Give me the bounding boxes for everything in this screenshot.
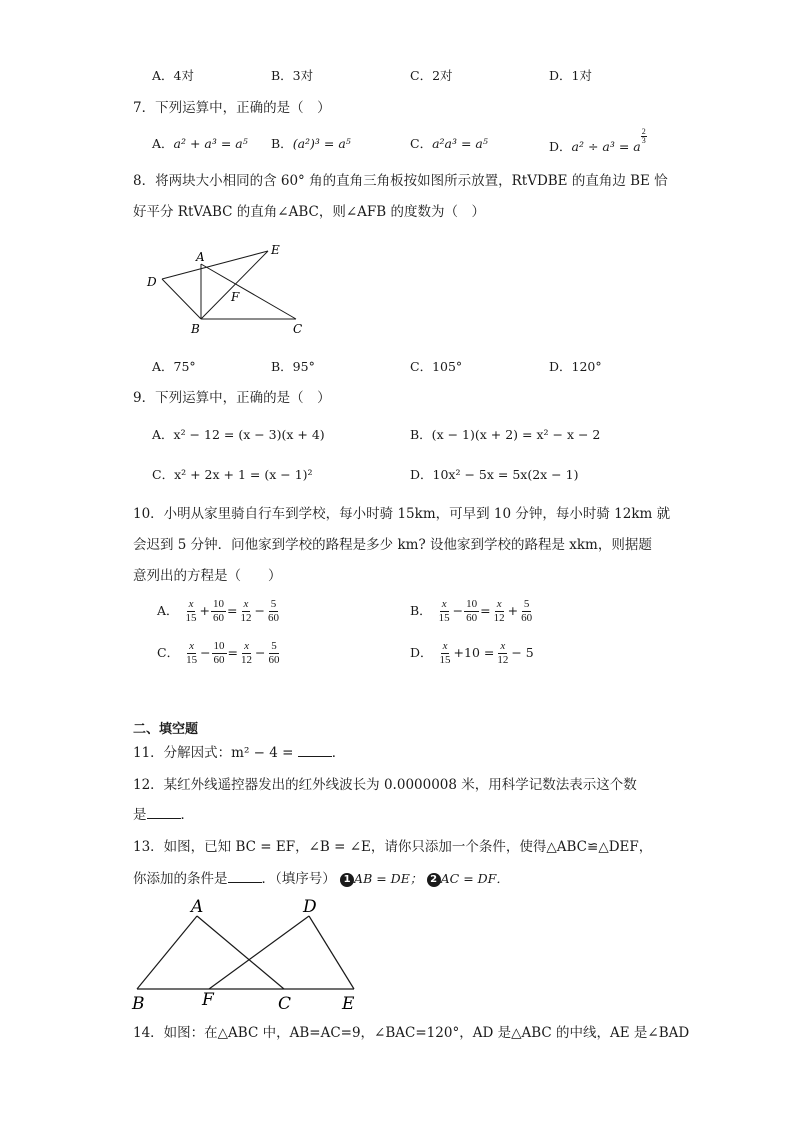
q13-edge-ba xyxy=(137,916,197,989)
q7-option-a xyxy=(152,135,248,153)
q9-stem: 9．下列运算中，正确的是（ ） xyxy=(133,390,331,406)
q11 xyxy=(133,744,345,762)
frac-num: 10 xyxy=(466,598,478,610)
q13-edge-fd xyxy=(209,916,309,989)
q8-option-b: B．95° xyxy=(271,359,315,374)
q8-stem-line2: 好平分 RtVABC 的直角∠ABC，则∠AFB 的度数为（ ） xyxy=(133,204,485,220)
q13-label-e: E xyxy=(342,994,355,1014)
circled-number-icon: 2 xyxy=(427,873,441,887)
q7-d-exp-num: 2 xyxy=(641,127,646,136)
fraction xyxy=(239,640,254,667)
q8-figure xyxy=(140,240,320,340)
q7-option-c xyxy=(410,135,488,153)
q8-option-a: A．75° xyxy=(152,359,196,374)
frac-den: 60 xyxy=(213,612,224,624)
fraction xyxy=(437,598,452,625)
q13-opt1: AB = DE； xyxy=(354,871,423,886)
frac-num: x xyxy=(500,640,506,652)
frac-num: x xyxy=(496,598,502,610)
frac-num: x xyxy=(188,598,194,610)
q7-label-d: D． xyxy=(549,139,572,154)
q8-label-b: B xyxy=(191,322,200,336)
q8-edge-be xyxy=(201,251,268,319)
q6-option-b: B．3对 xyxy=(271,68,314,83)
q13-label-c: C xyxy=(278,994,292,1014)
q10-stem-line1: 10．小明从家里骑自行车到学校，每小时骑 15km，可早到 10 分钟，每小时骑 12km 就 xyxy=(133,506,671,522)
q10-option-a xyxy=(157,594,282,628)
frac-den: 60 xyxy=(268,654,280,666)
q9-option-b: B．(x − 1)(x + 2) = x² − x − 2 xyxy=(410,427,601,442)
q9-option-d: D．10x² − 5x = 5x(2x − 1) xyxy=(410,467,579,482)
q13-label-d: D xyxy=(303,897,317,917)
q12-pre: 是 xyxy=(133,807,147,823)
op: + xyxy=(199,603,210,618)
frac-num: x xyxy=(189,640,194,652)
q13-line1: 13．如图，已知 BC = EF，∠B = ∠E，请你只添加一个条件，使得△ABC≌△DEF， xyxy=(133,839,653,855)
frac-num: 10 xyxy=(213,640,225,652)
fraction xyxy=(438,640,453,667)
frac-den: 60 xyxy=(213,654,225,666)
q7-expr-c: a²a³ = a⁵ xyxy=(432,136,488,151)
q7-label-a: A． xyxy=(152,136,174,151)
q8-edge-db xyxy=(162,279,201,319)
frac-den: 15 xyxy=(438,612,450,624)
frac-num: x xyxy=(441,598,447,610)
q8-option-c: C．105° xyxy=(410,359,463,374)
fraction xyxy=(267,640,282,667)
q13-edge-ac xyxy=(197,916,284,989)
frac-den: 12 xyxy=(241,654,253,666)
section-title-fill-in: 二、填空题 xyxy=(133,722,199,737)
frac-num: 5 xyxy=(270,598,277,610)
frac-den: 12 xyxy=(240,612,252,624)
q6-option-c: C．2对 xyxy=(410,68,453,83)
q6-option-d: D．1对 xyxy=(549,68,592,83)
q8-label-f: F xyxy=(231,290,240,304)
q7-expr-d: a² ÷ a³ = a xyxy=(571,139,641,154)
op: = xyxy=(480,603,491,618)
q7-stem: 7．下列运算中，正确的是（ ） xyxy=(133,100,331,116)
fraction xyxy=(495,640,510,667)
q10-label-b: B． xyxy=(410,603,432,618)
q6-option-a: A．4对 xyxy=(152,68,194,83)
frac-num: 5 xyxy=(271,640,277,652)
q10-stem-line3: 意列出的方程是（ ） xyxy=(133,568,282,584)
q8-edge-de xyxy=(162,251,268,279)
q10-option-b xyxy=(410,594,535,628)
q9-option-c: C．x² + 2x + 1 = (x − 1)² xyxy=(152,467,313,482)
q7-option-b xyxy=(271,135,351,153)
frac-num: x xyxy=(442,640,448,652)
frac-num: x xyxy=(244,640,249,652)
frac-num: 10 xyxy=(213,598,224,610)
q8-stem-line1: 8．将两块大小相同的含 60° 角的直角三角板按如图所示放置，RtVDBE 的直角边 BE 恰 xyxy=(133,173,668,189)
q7-expr-a: a² + a³ = a⁵ xyxy=(173,136,248,151)
q8-label-e: E xyxy=(271,243,280,257)
fraction xyxy=(184,640,199,667)
frac-den: 60 xyxy=(521,612,533,624)
fraction xyxy=(266,598,281,625)
q8-label-c: C xyxy=(293,322,303,336)
q13-mid: ．（填序号） xyxy=(261,871,336,887)
q7-label-c: C． xyxy=(410,136,433,151)
q14-line1: 14．如图：在△ABC 中，AB=AC=9，∠BAC=120°，AD 是△ABC 的中线，AE 是∠BAD xyxy=(133,1025,690,1041)
op: = xyxy=(227,603,238,618)
op: + xyxy=(507,603,519,618)
q7-option-d xyxy=(549,127,647,156)
fraction xyxy=(211,598,226,625)
q8-label-d: D xyxy=(147,275,157,289)
op: − xyxy=(452,603,464,618)
op: +10 = xyxy=(453,645,495,660)
q12-line2 xyxy=(133,806,194,824)
q7-d-exp-den: 3 xyxy=(641,136,646,145)
q8-edge-ac xyxy=(201,264,296,319)
q7-d-exponent xyxy=(641,128,647,145)
q13-figure xyxy=(128,893,368,1015)
q13-answer-blank[interactable] xyxy=(228,870,262,883)
op: − xyxy=(255,645,266,660)
frac-den: 60 xyxy=(466,612,478,624)
frac-den: 60 xyxy=(267,612,279,624)
fraction xyxy=(519,598,534,625)
q10-label-a: A． xyxy=(157,603,179,618)
q10-label-c: C． xyxy=(157,645,180,660)
q7-label-b: B． xyxy=(271,136,293,151)
op: − 5 xyxy=(511,645,534,660)
fraction xyxy=(184,598,199,625)
fraction xyxy=(464,598,479,625)
q13-opt2: AC = DF． xyxy=(440,871,509,886)
fraction xyxy=(492,598,507,625)
q10-label-d: D． xyxy=(410,645,433,660)
q8-option-d: D．120° xyxy=(549,359,602,374)
q13-line2 xyxy=(133,870,509,888)
frac-den: 12 xyxy=(493,612,505,624)
q13-label-b: B xyxy=(132,994,145,1014)
q13-edge-de xyxy=(309,916,354,989)
q12-line1: 12．某红外线遥控器发出的红外线波长为 0.0000008 米，用科学记数法表示这个数 xyxy=(133,777,637,793)
frac-den: 15 xyxy=(186,654,198,666)
q11-text: 11．分解因式：m² − 4 = xyxy=(133,745,294,761)
q13-pre: 你添加的条件是 xyxy=(133,871,228,887)
q8-label-a: A xyxy=(196,250,205,264)
q7-expr-b: (a²)³ = a⁵ xyxy=(292,136,351,151)
q13-label-a: A xyxy=(191,897,204,917)
frac-num: x xyxy=(243,598,249,610)
circled-number-icon: 1 xyxy=(340,873,354,887)
q12-post: ． xyxy=(180,807,194,823)
q10-stem-line2: 会迟到 5 分钟．问他家到学校的路程是多少 km? 设他家到学校的路程是 xkm，则据题 xyxy=(133,537,652,553)
q11-end: ． xyxy=(331,745,346,761)
q10-option-d xyxy=(410,636,534,670)
op: − xyxy=(254,603,265,618)
fraction xyxy=(238,598,253,625)
frac-den: 12 xyxy=(497,654,509,666)
q11-answer-blank[interactable] xyxy=(298,744,332,757)
op: − xyxy=(200,645,211,660)
frac-den: 15 xyxy=(185,612,197,624)
q13-label-f: F xyxy=(202,990,214,1010)
fraction xyxy=(212,640,227,667)
frac-num: 5 xyxy=(523,598,530,610)
q10-option-c xyxy=(157,636,283,670)
op: = xyxy=(227,645,239,660)
q12-answer-blank[interactable] xyxy=(147,806,181,819)
frac-den: 15 xyxy=(439,654,451,666)
q9-option-a: A．x² − 12 = (x − 3)(x + 4) xyxy=(152,427,325,442)
